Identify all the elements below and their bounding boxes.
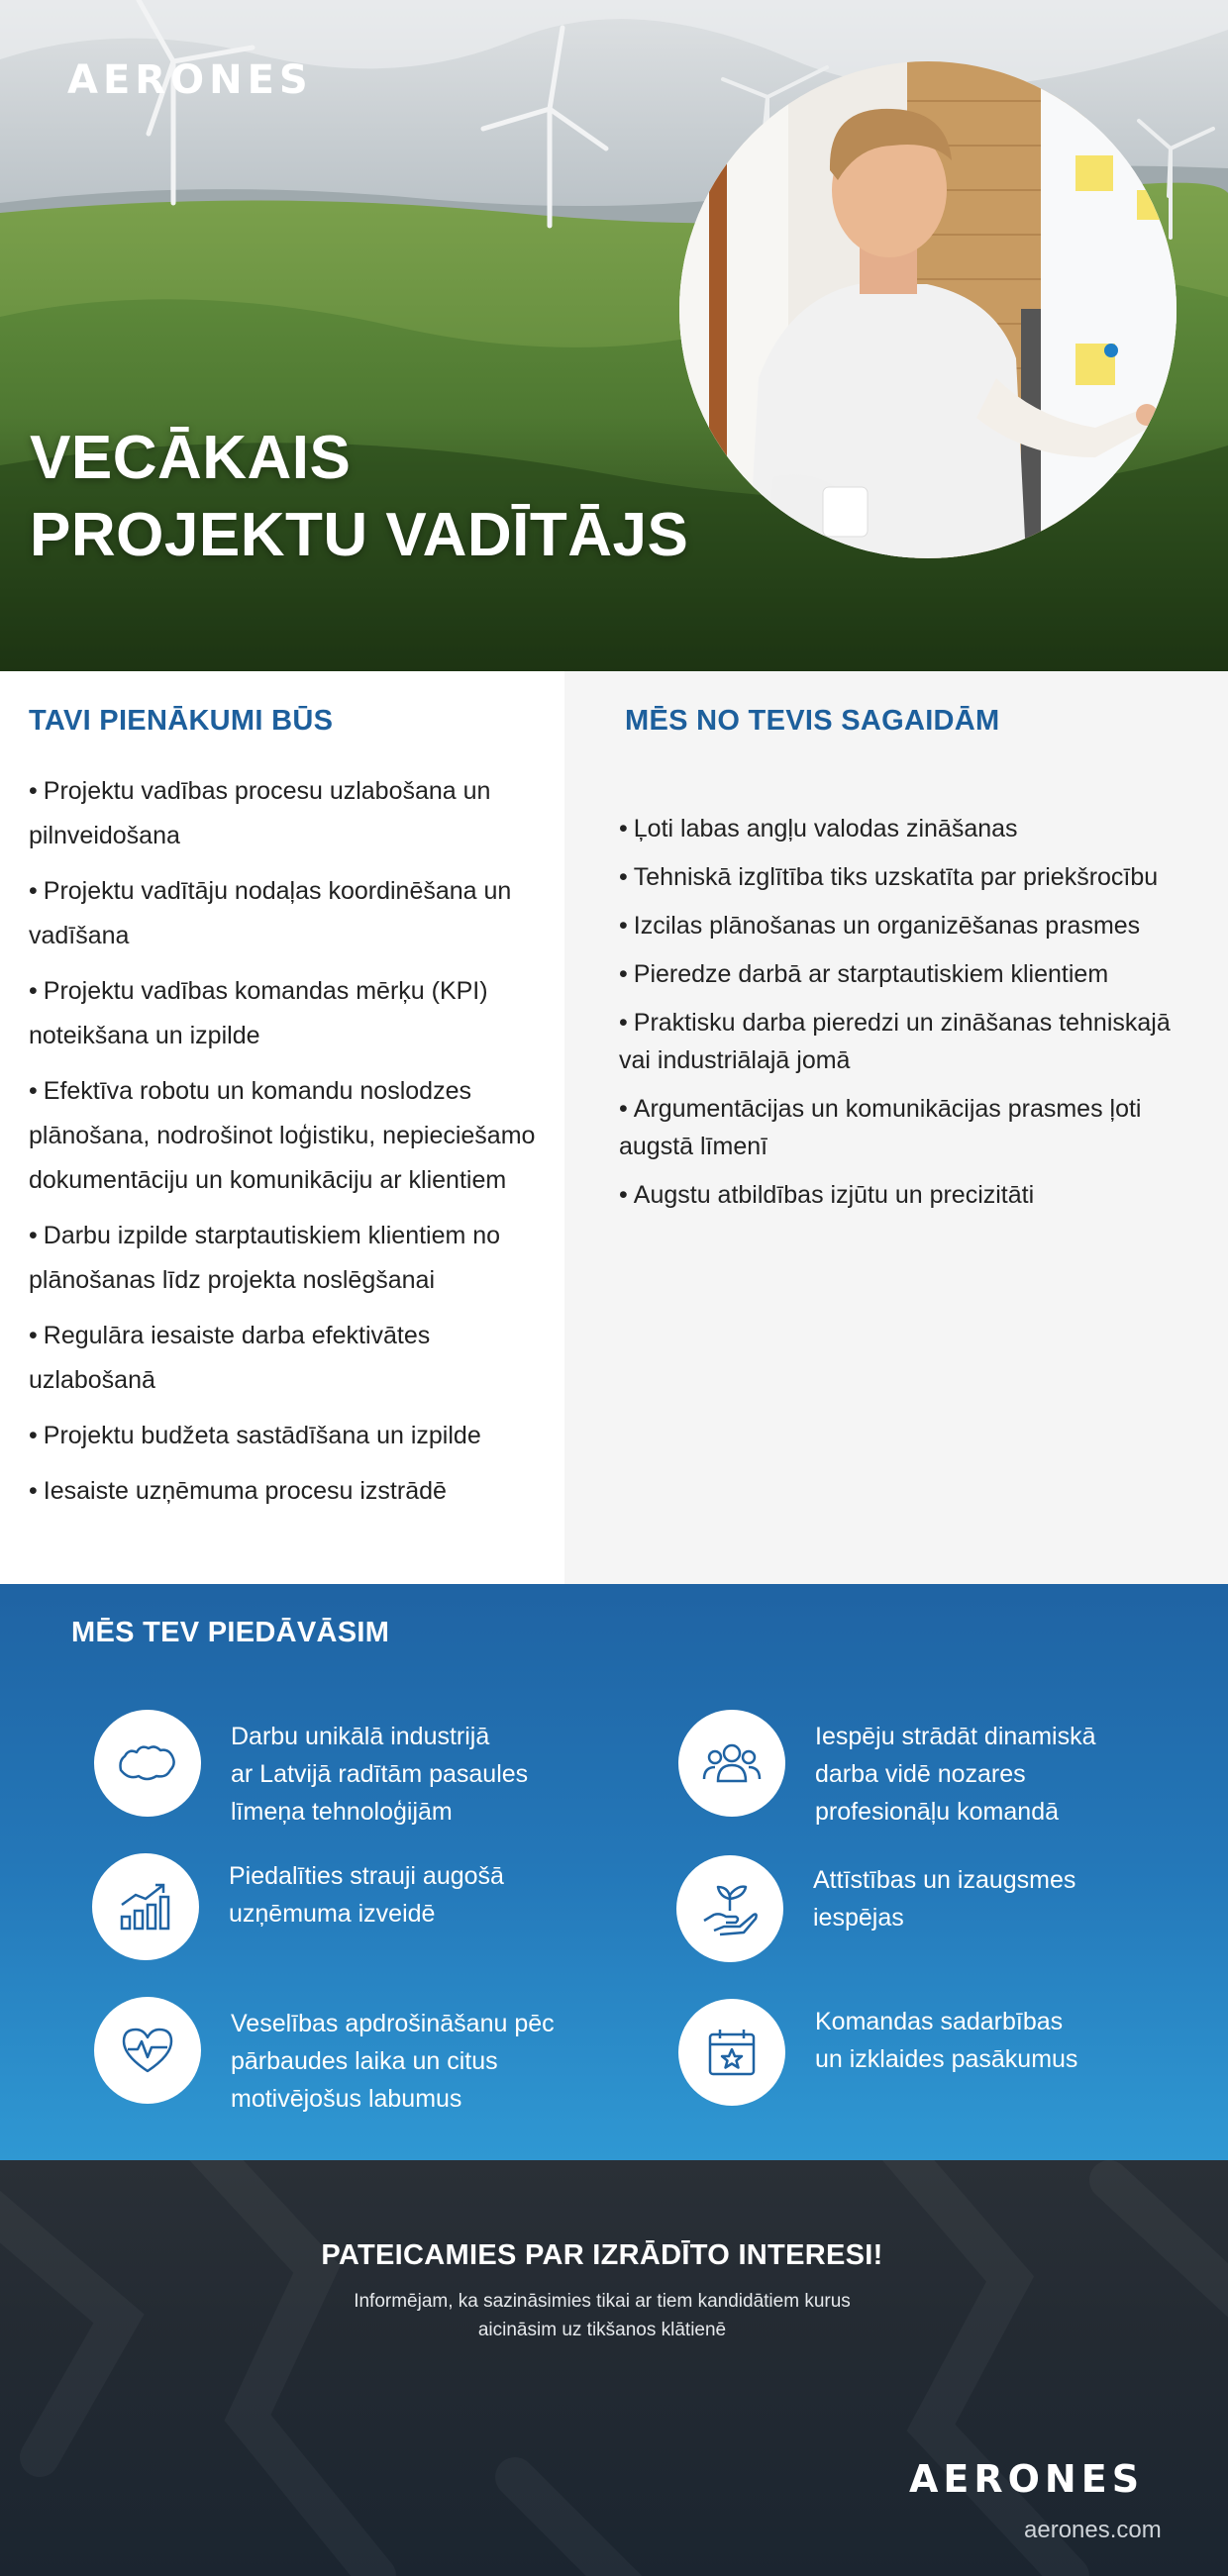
requirements-heading: MĒS NO TEVIS SAGAIDĀM [625,705,1000,737]
list-item: • Projektu vadītāju nodaļas koordinēšana un vadīšana [29,877,512,949]
job-title-line-2: PROJEKTU VADĪTĀJS [30,501,689,569]
benefit-text: Veselības apdrošināšanu pēc pārbaudes laika un citus motivējošus labumus [231,2010,555,2113]
job-details [0,671,1228,1584]
list-item: • Augstu atbildības izjūtu un precizitāti [619,1181,1035,1209]
hero-banner [0,0,1228,671]
duties-heading: TAVI PIENĀKUMI BŪS [29,705,334,737]
benefit-text: Attīstības un izaugsmes iespējas [813,1866,1076,1932]
job-title [30,420,688,574]
aerones-logo-footer[interactable]: AERONES [909,2457,1145,2501]
offer-heading: MĒS TEV PIEDĀVĀSIM [71,1617,390,1648]
website-link[interactable]: aerones.com [1024,2517,1162,2543]
list-item: • Ļoti labas angļu valodas zināšanas [619,815,1018,842]
list-item: • Efektīva robotu un komandu noslodzes plānošana, nodrošinot loģistiku, nepieciešamo dokumentāciju un komunikāciju ar klientiem [29,1077,536,1194]
list-item: • Projektu vadības komandas mērķu (KPI) noteikšana un izpilde [29,977,488,1049]
decorative-pattern [0,2160,1228,2576]
benefit-text: Iespēju strādāt dinamiskā darba vidē nozares profesionāļu komandā [815,1723,1096,1826]
benefit-text: Piedalīties strauji augošā uzņēmuma izveidē [229,1862,504,1928]
aerones-logo[interactable]: AERONES [67,57,313,103]
list-item: • Praktisku darba pieredzi un zināšanas tehniskajā vai industriālajā jomā [619,1009,1171,1074]
duties-section [0,671,564,1584]
list-item: • Argumentācijas un komunikācijas prasmes ļoti augstā līmenī [619,1095,1142,1160]
requirements-list [619,810,1174,1225]
job-title-line-1: VECĀKAIS [30,424,352,492]
contact-info: Informējam, ka sazināsimies tikai ar tiem kandidātiem kurus aicināsim uz tikšanos klātienē [354,2291,851,2340]
list-item: • Darbu izpilde starptautiskiem klientiem no plānošanas līdz projekta noslēgšanai [29,1222,501,1294]
list-item: • Pieredze darbā ar starptautiskiem klientiem [619,960,1109,988]
duties-list [29,769,554,1525]
benefit-text: Komandas sadarbības un izklaides pasākumus [815,2008,1078,2073]
list-item: • Tehniskā izglītība tiks uzskatīta par priekšrocību [619,863,1159,891]
growth-chart-icon [92,1853,199,1960]
latvia-map-icon [94,1710,201,1817]
list-item: • Projektu vadības procesu uzlabošana un pilnveidošana [29,777,491,849]
list-item: • Regulāra iesaiste darba efektivātes uzlabošanā [29,1322,431,1394]
team-icon [678,1710,785,1817]
list-item: • Izcilas plānošanas un organizēšanas prasmes [619,912,1141,940]
heart-health-icon [94,1997,201,2104]
footer [0,2160,1228,2576]
presenter-photo [679,61,1177,558]
plant-hand-icon [676,1855,783,1962]
thanks-heading: PATEICAMIES PAR IZRĀDĪTO INTERESI! [321,2239,883,2271]
calendar-star-icon [678,1999,785,2106]
list-item: • Iesaiste uzņēmuma procesu izstrādē [29,1477,447,1505]
list-item: • Projektu budžeta sastādīšana un izpilde [29,1422,481,1449]
requirements-section [564,671,1228,1584]
offer-section [0,1584,1228,2160]
benefit-text: Darbu unikālā industrijā ar Latvijā radītām pasaules līmeņa tehnoloģijām [231,1723,529,1826]
